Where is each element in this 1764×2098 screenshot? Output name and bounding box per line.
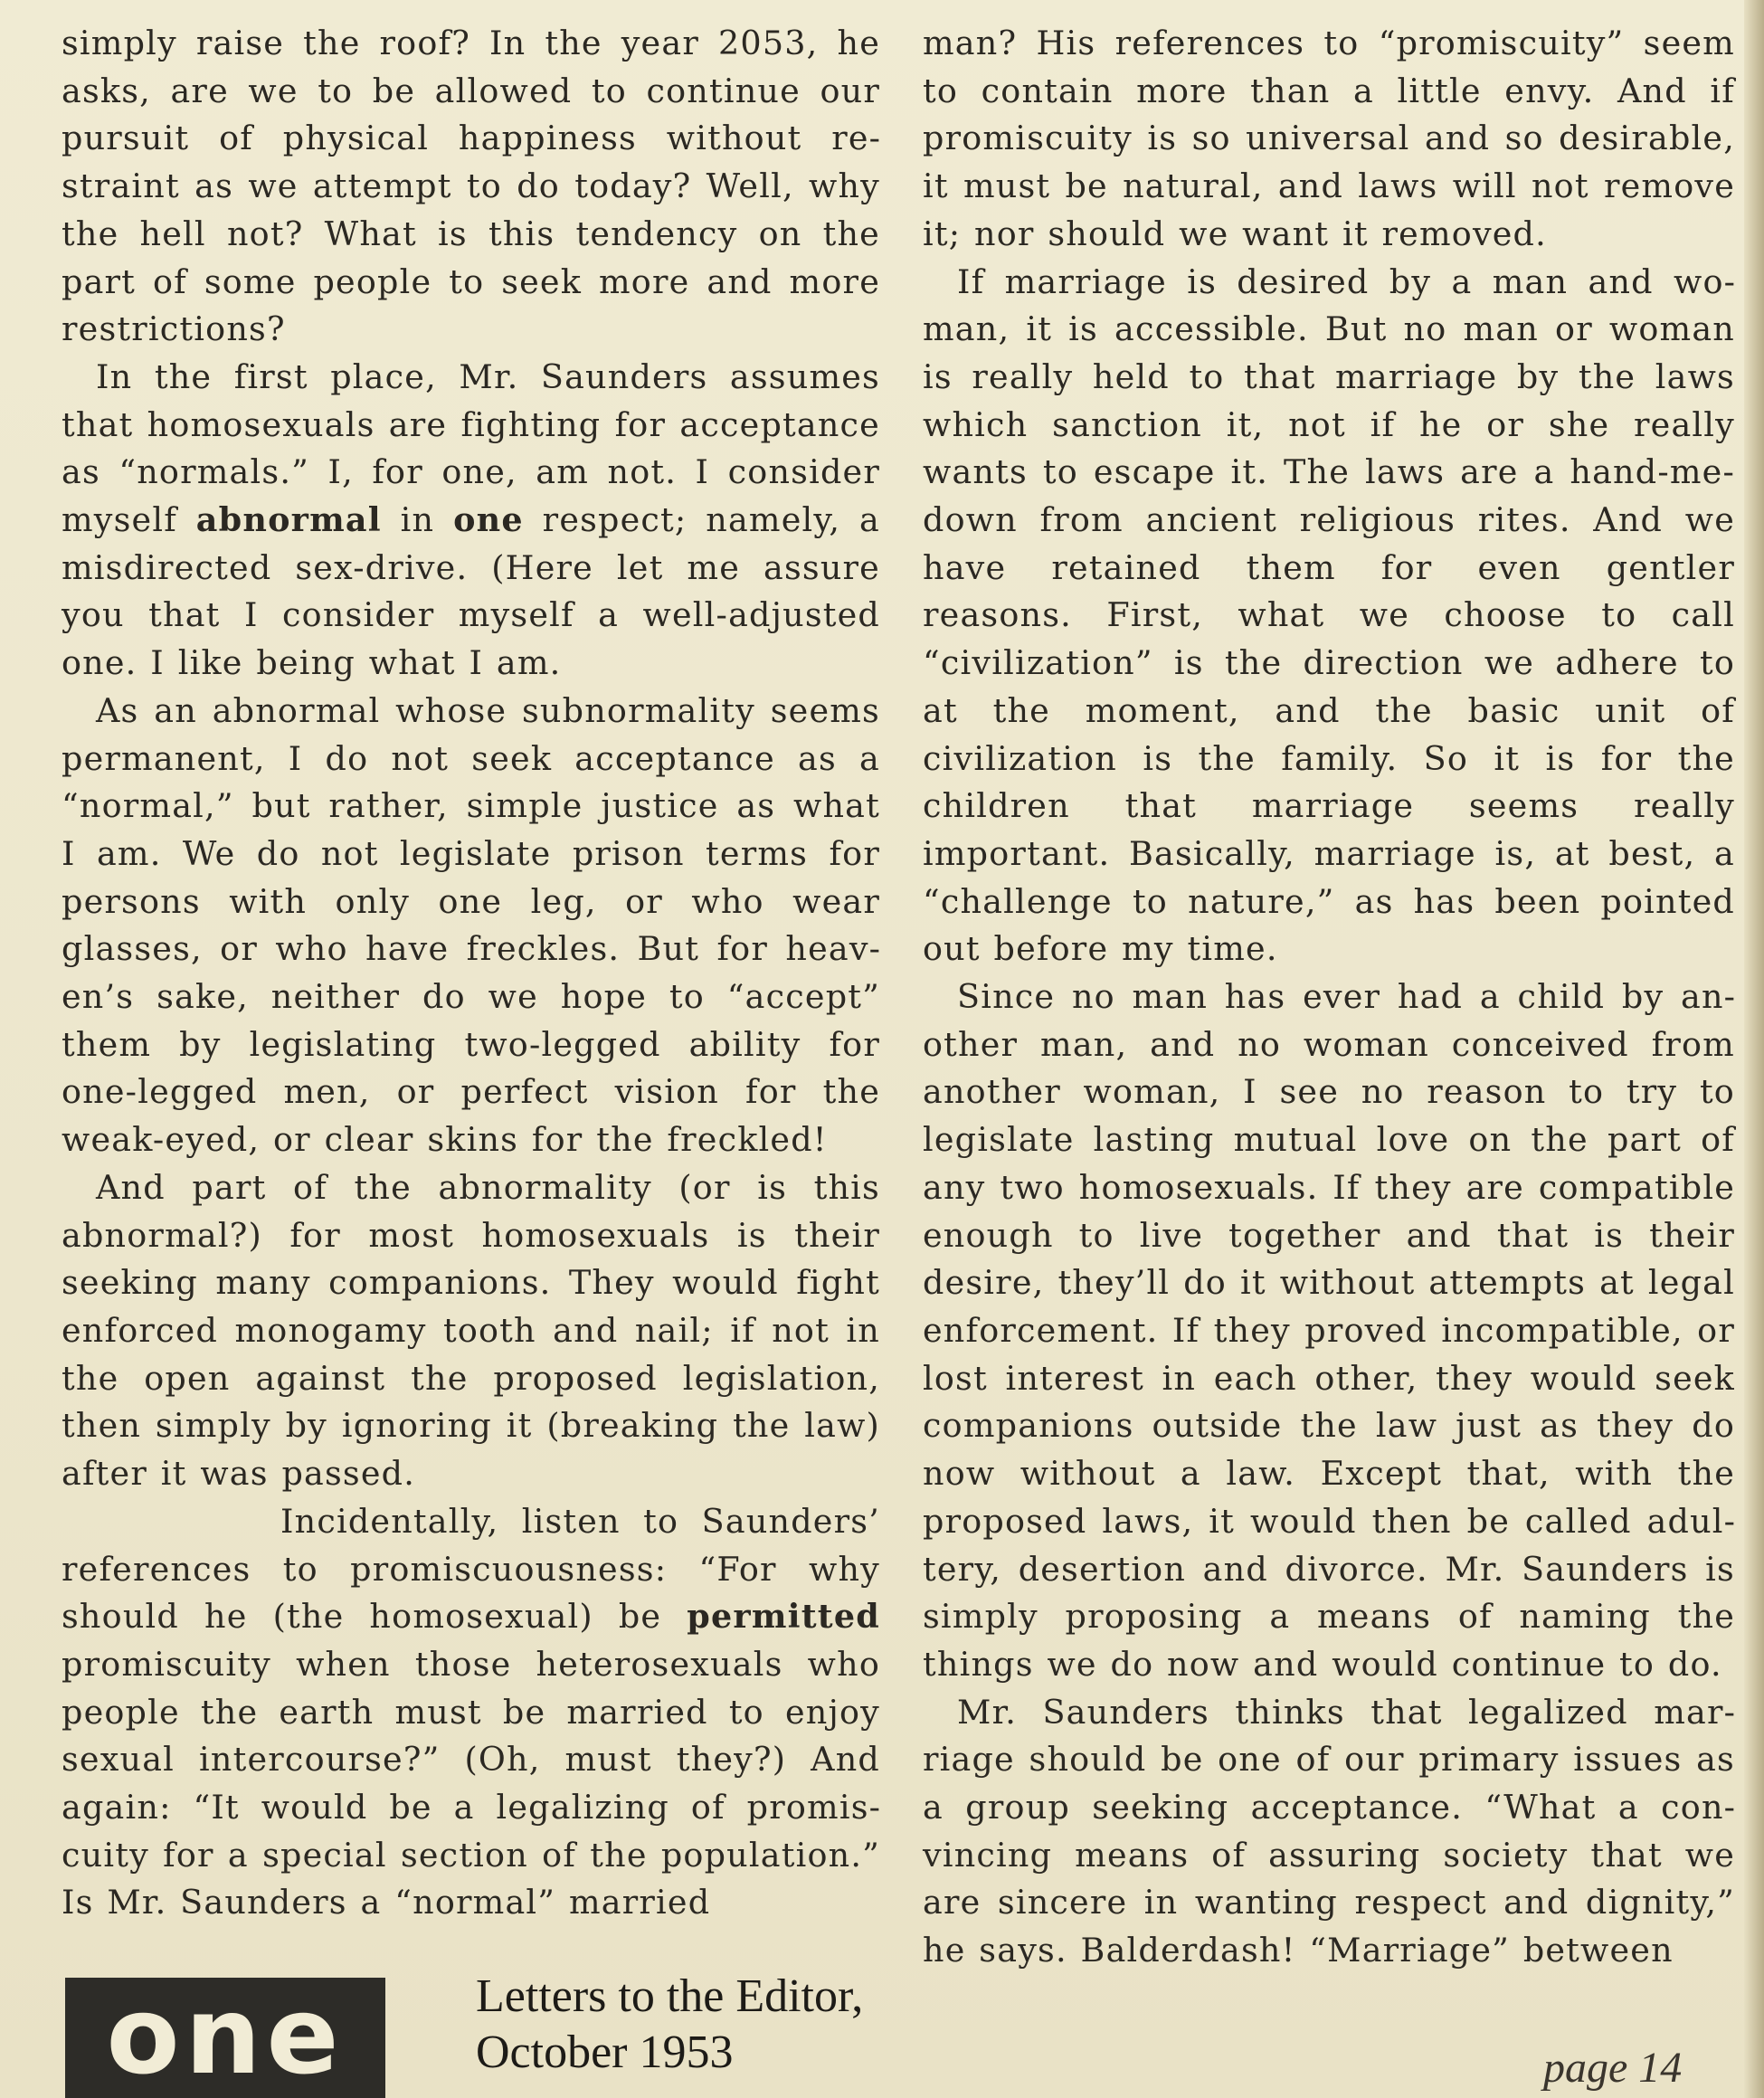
- page-edge-shadow: [1744, 0, 1764, 2098]
- emphasis: one: [453, 500, 524, 540]
- paragraph: simply raise the roof? In the year 2053, he asks, are we to be allowed to continue our pursuit of physical happiness without restraint as we attempt to do today? Well, why the hell not? What is this tendency on the part of some people to seek more and more restrictions?: [62, 24, 880, 349]
- paragraph: Mr. Saunders thinks that legalized marriage should be one of our primary issues as a group seeking acceptance. “What a convincing means of assuring society that we are sincere in wanting respect and dignity,” he says. Balderdash! “Marriage” between: [923, 1692, 1735, 1970]
- paragraph: As an abnormal whose subnormality seems permanent, I do not seek acceptance as a “normal,” but rather, simple justice as what I am. We do not legislate prison terms for persons with only one leg, or who wear glasses, or who have freckles. But for heaven’s sake, neither do we hope to “accept” them by legislating two-legged ability for one-legged men, or perfect vision for the weak-eyed, or clear skins for the freckled!: [62, 690, 880, 1160]
- caption-line-1: Letters to the Editor,: [476, 1970, 864, 2022]
- one-magazine-logo: [65, 1972, 385, 2098]
- left-column: [62, 20, 880, 1927]
- footer-caption: [476, 1969, 863, 2081]
- paragraph: man? His references to “promiscuity” seem to contain more than a little envy. And if promiscuity is so universal and so desirable, it must be natural, and laws will not remove it; nor should we want it removed.: [923, 24, 1735, 253]
- caption-line-2: October 1953: [476, 2027, 734, 2078]
- paragraph: If marriage is desired by a man and woman, it is accessible. But no man or woman is really held to that marriage by the laws which sanction it, not if he or she really wants to escape it. The laws are a hand-me-down from ancient religious rites. And we have retained them for even gentler reasons. First, what we choose to call “civilization” is the direction we adhere to at the moment, and the basic unit of civilization is the family. So it is for the children that marriage seems really important. Basically, marriage is, at best, a “challenge to nature,” as has been pointed out before my time.: [923, 261, 1735, 969]
- paragraph: And part of the abnormality (or is this abnormal?) for most homosexuals is their seeking many companions. They would fight enforced monogamy tooth and nail; if not in the open against the proposed legislation, then simply by ignoring it (breaking the law) after it was passed.: [62, 1167, 880, 1494]
- right-column: [923, 20, 1735, 1975]
- emphasis: permitted: [687, 1597, 880, 1637]
- paragraph: In the first place, Mr. Saunders assumes that homosexuals are fighting for acceptance as “normals.” I, for one, am not. I consider myself abnormal in one respect; namely, a misdirected sex-drive. (Here let me assure you that I consider myself a well-adjusted one. I like being what I am.: [62, 356, 881, 683]
- page-number: page 14: [1543, 2044, 1683, 2092]
- emphasis: abnormal: [195, 500, 382, 540]
- paragraph: Incidentally, listen to Saunders’ references to promiscuousness: “For why should he (the homosexual) be permitted promiscuity when those heterosexuals who people the earth must be married to enjoy sexual intercourse?” (Oh, must they?) And again: “It would be a legalizing of promiscuity for a special section of the population.” Is Mr. Saunders a “normal” married: [62, 1501, 880, 1922]
- logo-text: one: [106, 1972, 345, 2098]
- paragraph: Since no man has ever had a child by another man, and no woman conceived from another woman, I see no reason to try to legislate lasting mutual love on the part of any two homosexuals. If they are compatible enough to live together and that is their desire, they’ll do it without attempts at legal enforcement. If they proved incompatible, or lost interest in each other, they would seek companions outside the law just as they do now without a law. Except that, with the proposed laws, it would then be called adultery, desertion and divorce. Mr. Saunders is simply proposing a means of naming the things we do now and would continue to do.: [923, 977, 1735, 1684]
